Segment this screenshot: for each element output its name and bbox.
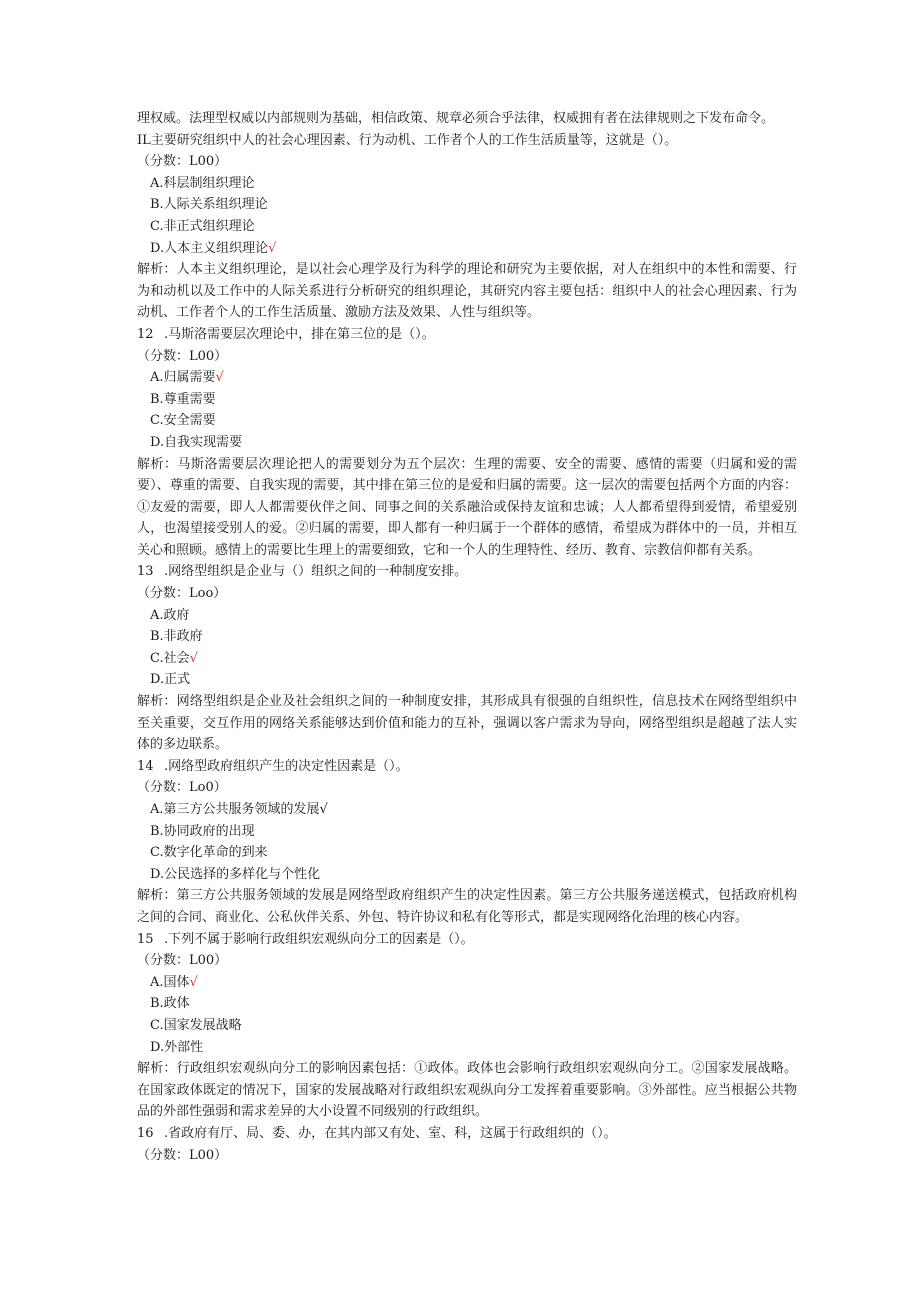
- question-14-text: 14 .网络型政府组织产生的决定性因素是（）。: [137, 758, 409, 774]
- question-11-option-b: B.人际关系组织理论: [150, 197, 268, 213]
- question-13-option-c: C.社会√: [150, 650, 198, 666]
- correct-check-mark: √: [268, 240, 277, 256]
- question-15-option-c: C.国家发展战略: [150, 1017, 242, 1033]
- question-14-score: （分数：Lo0）: [137, 780, 227, 796]
- document-page: [137, 108, 797, 1166]
- question-13-option-d: D.正式: [150, 672, 191, 688]
- question-12-analysis: 解析：马斯洛需要层次理论把人的需要划分为五个层次：生理的需要、安全的需要、感情的需要（归属和爱的需要）、尊重的需要、自我实现的需要，其中排在第三位的是爱和归属的需要。这一层次的需要包括两个方面的内容：①友爱的需要，即人人都需要伙伴之间、同事之间的关系融洽或保持友谊和忠诚；人人都希望得到爱情，希望爱别人，也渴望接受别人的爱。②归属的需要，即人都有一种归属于一个群体的感情，希望成为群体中的一员，并相互关心和照顾。感情上的需要比生理上的需要细致，它和一个人的生理特性、经历、教育、宗教信仰都有关系。: [137, 456, 797, 558]
- question-14-option-b: B.协同政府的出现: [150, 823, 255, 839]
- question-11-analysis: 解析：人本主义组织理论，是以社会心理学及行为科学的理论和研究为主要依据，对人在组织中的本性和需要、行为和动机以及工作中的人际关系进行分析研究的组织理论，其研究内容主要包括：组织中人的社会心理因素、行为动机、工作者个人的工作生活质量、激励方法及效果、人性与组织等。: [137, 262, 797, 321]
- question-11-option-c: C.非正式组织理论: [150, 218, 255, 234]
- question-15-text: 15 .下列不属于影响行政组织宏观纵向分工的因素是（）。: [137, 931, 474, 947]
- question-13-analysis: 解析：网络型组织是企业及社会组织之间的一种制度安排，其形成具有很强的自组织性，信息技术在网络型组织中至关重要，交互作用的网络关系能够达到价值和能力的互补，强调以客户需求为导向，网络型组织是超越了法人实体的多边联系。: [137, 694, 797, 753]
- question-14-option-c: C.数字化革命的到来: [150, 845, 268, 861]
- question-14-option-d: D.公民选择的多样化与个性化: [150, 866, 321, 882]
- question-12-score: （分数：L00）: [137, 348, 228, 364]
- correct-check-mark: √: [215, 370, 224, 386]
- question-14-option-a: A.第三方公共服务领域的发展√: [150, 802, 328, 817]
- intro-line-1: 理权威。法理型权威以内部规则为基础，相信政策、规章必须合乎法律，权威拥有者在法律规则之下发布命令。: [137, 111, 775, 126]
- correct-check-mark: √: [319, 802, 328, 817]
- correct-check-mark: √: [189, 974, 198, 990]
- question-12-option-a: A.归属需要√: [150, 370, 224, 386]
- question-12-option-d: D.自我实现需要: [150, 434, 243, 450]
- question-13-option-b: B.非政府: [150, 629, 203, 645]
- question-13-text: 13 .网络型组织是企业与（）组织之间的一种制度安排。: [137, 564, 468, 580]
- question-11-option-d: D.人本主义组织理论√: [150, 240, 277, 256]
- question-15-option-b: B.政体: [150, 996, 190, 1012]
- question-15-option-a: A.国体√: [150, 974, 198, 990]
- question-15-score: （分数：L00）: [137, 953, 228, 969]
- question-15-option-d: D.外部性: [150, 1039, 204, 1055]
- question-12-option-c: C.安全需要: [150, 413, 216, 429]
- question-15-analysis: 解析：行政组织宏观纵向分工的影响因素包括：①政体。政体也会影响行政组织宏观纵向分工。②国家发展战略。在国家政体既定的情况下，国家的发展战略对行政组织宏观纵向分工发挥着重要影响。③外部性。应当根据公共物品的外部性强弱和需求差异的大小设置不同级别的行政组织。: [137, 1061, 797, 1120]
- question-16-score: （分数：L00）: [137, 1147, 228, 1163]
- question-12-option-b: B.尊重需要: [150, 391, 216, 407]
- question-13-score: （分数：Loo）: [137, 586, 227, 602]
- question-11-option-a: A.科层制组织理论: [150, 175, 255, 191]
- question-13-option-a: A.政府: [150, 607, 190, 623]
- question-11-text: IL主要研究组织中人的社会心理因素、行为动机、工作者个人的工作生活质量等，这就是（）。: [137, 132, 678, 148]
- question-16-text: 16 .省政府有厅、局、委、办，在其内部又有处、室、科，这属于行政组织的（）。: [137, 1125, 617, 1141]
- question-14-analysis: 解析：第三方公共服务领域的发展是网络型政府组织产生的决定性因素。第三方公共服务递送模式，包括政府机构之间的合同、商业化、公私伙伴关系、外包、特许协议和私有化等形式，都是实现网络化治理的核心内容。: [137, 888, 797, 925]
- correct-check-mark: √: [189, 650, 198, 666]
- question-12-text: 12 .马斯洛需要层次理论中，排在第三位的是（）。: [137, 326, 435, 342]
- question-11-score: （分数：L00）: [137, 154, 228, 170]
